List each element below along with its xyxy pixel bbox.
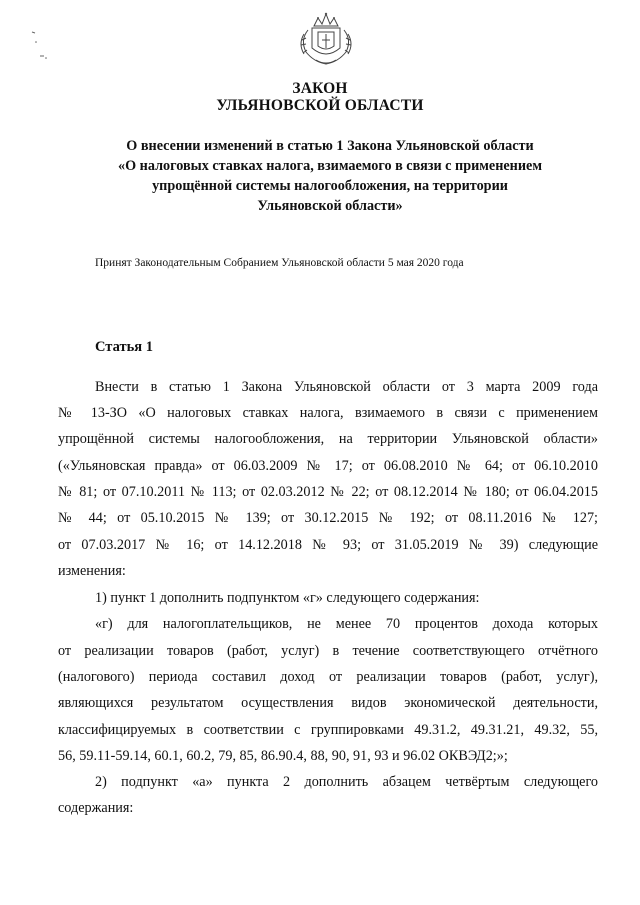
body-line: № 13-ЗО «О налоговых ставках налога, взимаемого в связи с применением bbox=[58, 405, 598, 421]
body-line: упрощённой системы налогообложения, на территории Ульяновской области» bbox=[58, 431, 598, 447]
law-title: ЗАКОН bbox=[292, 80, 348, 97]
body-line: содержания: bbox=[58, 800, 134, 816]
coat-of-arms-emblem bbox=[294, 8, 358, 68]
scan-marks bbox=[28, 28, 58, 68]
body-line: Внести в статью 1 Закона Ульяновской области от 3 марта 2009 года bbox=[95, 379, 598, 395]
body-line: № 81; от 07.10.2011 № 113; от 02.03.2012 № 22; от 08.12.2014 № 180; от 06.04.2015 bbox=[58, 484, 598, 500]
body-line: 1) пункт 1 дополнить подпунктом «г» следующего содержания: bbox=[95, 590, 480, 606]
article-heading: Статья 1 bbox=[95, 339, 153, 355]
body-line: 56, 59.11-59.14, 60.1, 60.2, 79, 85, 86.90.4, 88, 90, 91, 93 и 96.02 ОКВЭД2;»; bbox=[58, 748, 508, 764]
body-line: («Ульяновская правда» от 06.03.2009 № 17; от 06.08.2010 № 64; от 06.10.2010 bbox=[58, 458, 598, 474]
subtitle-line: упрощённой системы налогообложения, на территории bbox=[152, 178, 508, 194]
subtitle-line: Ульяновской области» bbox=[257, 198, 403, 214]
body-line: классифицируемых в соответствии с группировками 49.31.2, 49.31.21, 49.32, 55, bbox=[58, 722, 598, 738]
body-line: 2) подпункт «а» пункта 2 дополнить абзацем четвёртым следующего bbox=[95, 774, 598, 790]
adoption-note: Принят Законодательным Собранием Ульяновской области 5 мая 2020 года bbox=[95, 257, 464, 269]
body-line: (налогового) периода составил доход от реализации товаров (работ, услуг), bbox=[58, 669, 598, 685]
subtitle-line: «О налоговых ставках налога, взимаемого в связи с применением bbox=[118, 158, 542, 174]
body-line: № 44; от 05.10.2015 № 139; от 30.12.2015 № 192; от 08.11.2016 № 127; bbox=[58, 510, 598, 526]
body-line: от 07.03.2017 № 16; от 14.12.2018 № 93; от 31.05.2019 № 39) следующие bbox=[58, 537, 598, 553]
law-subtitle bbox=[80, 136, 580, 216]
body-line: «г) для налогоплательщиков, не менее 70 процентов дохода которых bbox=[95, 616, 598, 632]
subtitle-line: О внесении изменений в статью 1 Закона Ульяновской области bbox=[126, 138, 534, 154]
body-line: от реализации товаров (работ, услуг) в течение соответствующего отчётного bbox=[58, 643, 598, 659]
body-line: являющихся результатом осуществления видов экономической деятельности, bbox=[58, 695, 598, 711]
body-line: изменения: bbox=[58, 563, 126, 579]
region-title: УЛЬЯНОВСКОЙ ОБЛАСТИ bbox=[216, 97, 424, 114]
